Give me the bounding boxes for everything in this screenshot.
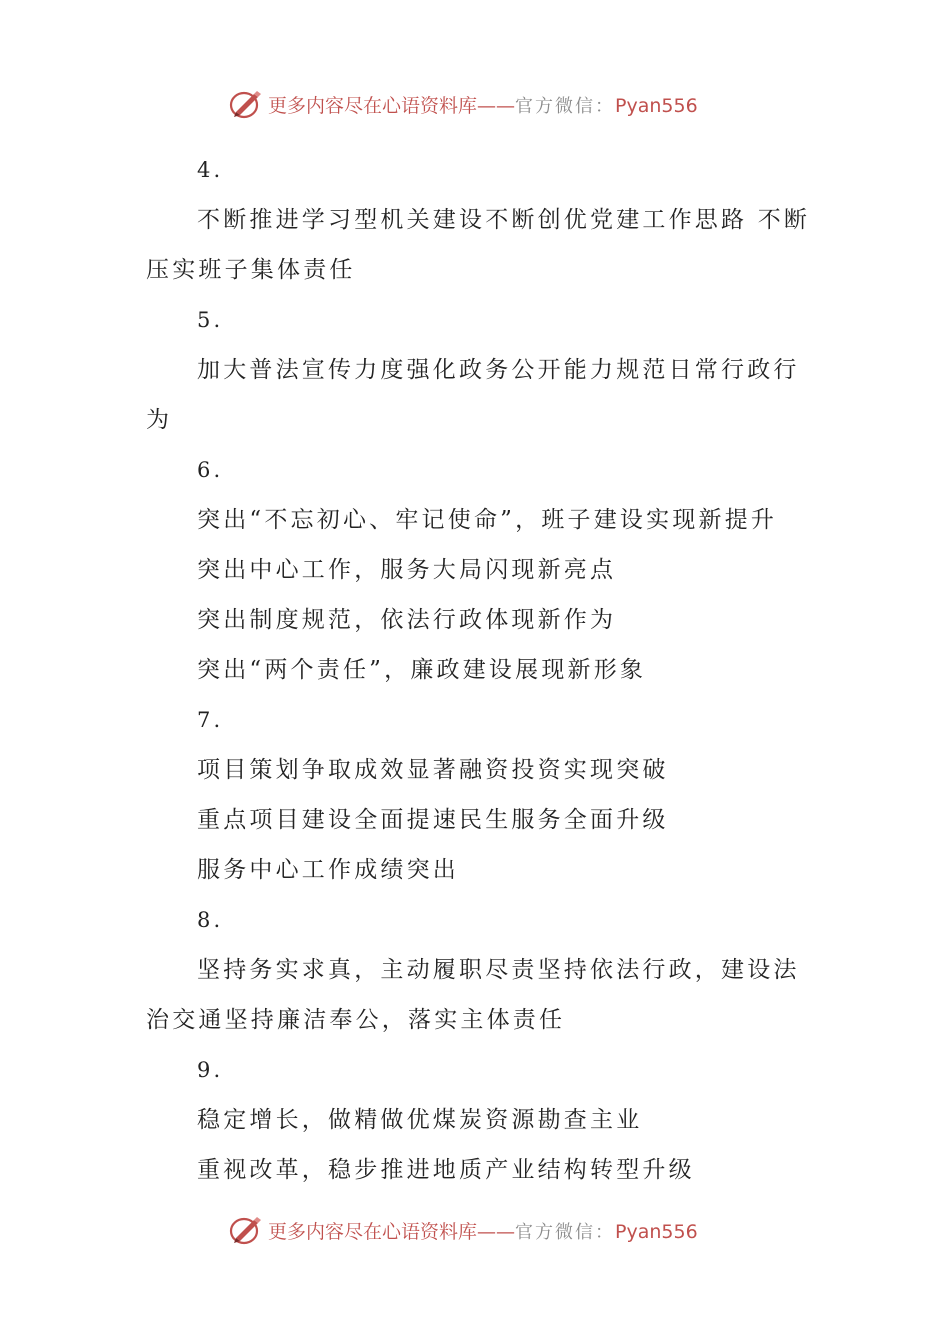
paragraph-line: 突出制度规范，依法行政体现新作为	[197, 607, 617, 633]
item-number: 9.	[197, 1058, 224, 1082]
paragraph-line: 为	[146, 407, 173, 433]
header-banner	[228, 84, 698, 124]
paragraph-line: 不断推进学习型机关建设不断创优党建工作思路 不断	[197, 207, 811, 233]
paragraph-line: 突出“不忘初心、牢记使命”，班子建设实现新提升	[197, 507, 778, 533]
paragraph-line: 坚持务实求真，主动履职尽责坚持依法行政，建设法	[197, 957, 800, 983]
banner-wechat-id: Pyan556	[615, 94, 698, 117]
paragraph-line: 突出中心工作，服务大局闪现新亮点	[197, 557, 617, 583]
banner-main-text: 更多内容尽在心语资料库	[268, 94, 478, 117]
document-body	[146, 145, 810, 1195]
item-number: 7.	[197, 708, 224, 732]
pen-circle-logo-icon	[228, 86, 264, 122]
banner-text	[268, 1217, 698, 1244]
banner-label: 官方微信：	[515, 95, 616, 117]
pen-circle-logo-icon	[228, 1212, 264, 1248]
paragraph-line: 重视改革，稳步推进地质产业结构转型升级	[197, 1157, 695, 1183]
paragraph-line: 稳定增长，做精做优煤炭资源勘查主业	[197, 1107, 643, 1133]
paragraph-line: 重点项目建设全面提速民生服务全面升级	[197, 807, 669, 833]
paragraph-line: 压实班子集体责任	[146, 257, 356, 283]
banner-dash: ——	[477, 94, 516, 117]
item-number: 5.	[197, 308, 224, 332]
item-number: 8.	[197, 908, 224, 932]
footer-banner	[228, 1210, 698, 1250]
paragraph-line: 项目策划争取成效显著融资投资实现突破	[197, 757, 669, 783]
paragraph-line: 加大普法宣传力度强化政务公开能力规范日常行政行	[197, 357, 800, 383]
banner-wechat-id: Pyan556	[615, 1220, 698, 1243]
paragraph-line: 服务中心工作成绩突出	[197, 857, 459, 883]
banner-main-text: 更多内容尽在心语资料库	[268, 1220, 478, 1243]
banner-text	[268, 91, 698, 118]
banner-dash: ——	[477, 1220, 516, 1243]
paragraph-line: 治交通坚持廉洁奉公，落实主体责任	[146, 1007, 566, 1033]
banner-label: 官方微信：	[515, 1221, 616, 1243]
paragraph-line: 突出“两个责任”，廉政建设展现新形象	[197, 657, 647, 683]
item-number: 4.	[197, 158, 224, 182]
item-number: 6.	[197, 458, 224, 482]
